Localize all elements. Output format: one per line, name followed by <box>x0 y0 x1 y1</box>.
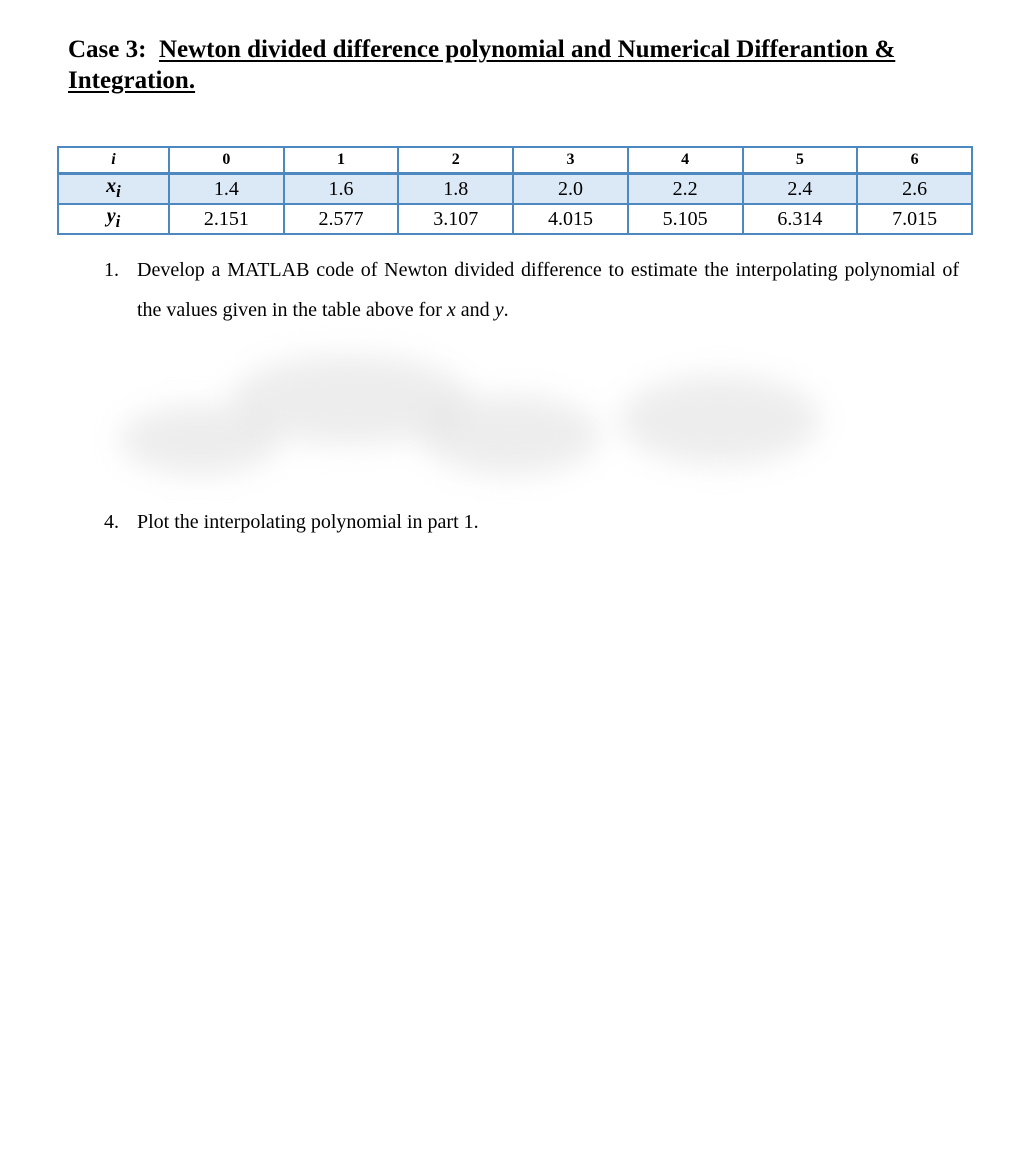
cell-y-2: 3.107 <box>398 204 513 234</box>
data-table <box>57 146 973 235</box>
cell-y-1: 2.577 <box>284 204 399 234</box>
case-prefix: Case 3: <box>68 36 147 63</box>
question-text-and: and <box>455 299 495 321</box>
cell-i-0: 0 <box>169 147 284 174</box>
cell-i-5: 5 <box>743 147 858 174</box>
row-label-y-main: y <box>106 205 116 227</box>
row-label-i: i <box>58 147 169 174</box>
cell-i-1: 1 <box>284 147 399 174</box>
question-text-main: Develop a MATLAB code of Newton divided difference to estimate the interpolating polynomial of the values given in the table above for <box>137 259 959 321</box>
cell-i-3: 3 <box>513 147 628 174</box>
question-text: Plot the interpolating polynomial in part 1. <box>137 511 479 533</box>
cell-x-6: 2.6 <box>857 174 972 205</box>
cell-i-4: 4 <box>628 147 743 174</box>
question-number: 4. <box>104 511 119 533</box>
question-text-end: . <box>503 299 509 321</box>
cell-y-6: 7.015 <box>857 204 972 234</box>
cell-y-5: 6.314 <box>743 204 858 234</box>
cell-x-3: 2.0 <box>513 174 628 205</box>
row-label-y <box>58 204 169 234</box>
blurred-region <box>120 345 840 495</box>
cell-x-5: 2.4 <box>743 174 858 205</box>
row-label-x-main: x <box>106 175 117 197</box>
case-heading <box>68 34 968 96</box>
case-title: Newton divided difference polynomial and Numerical Differantion & Integration. <box>68 36 896 94</box>
cell-x-1: 1.6 <box>284 174 399 205</box>
row-label-x <box>58 174 169 205</box>
cell-y-3: 4.015 <box>513 204 628 234</box>
table-row-i <box>58 147 972 174</box>
row-label-x-sub: i <box>116 182 121 201</box>
cell-x-4: 2.2 <box>628 174 743 205</box>
variable-y: y <box>494 299 504 321</box>
cell-y-0: 2.151 <box>169 204 284 234</box>
question-text <box>137 250 959 330</box>
table-row-y <box>58 204 972 234</box>
variable-x: x <box>446 299 456 321</box>
question-number: 1. <box>104 259 119 281</box>
row-label-y-sub: i <box>115 212 121 231</box>
cell-y-4: 5.105 <box>628 204 743 234</box>
table-row-x <box>58 174 972 205</box>
cell-x-2: 1.8 <box>398 174 513 205</box>
cell-i-6: 6 <box>857 147 972 174</box>
cell-i-2: 2 <box>398 147 513 174</box>
cell-x-0: 1.4 <box>169 174 284 205</box>
